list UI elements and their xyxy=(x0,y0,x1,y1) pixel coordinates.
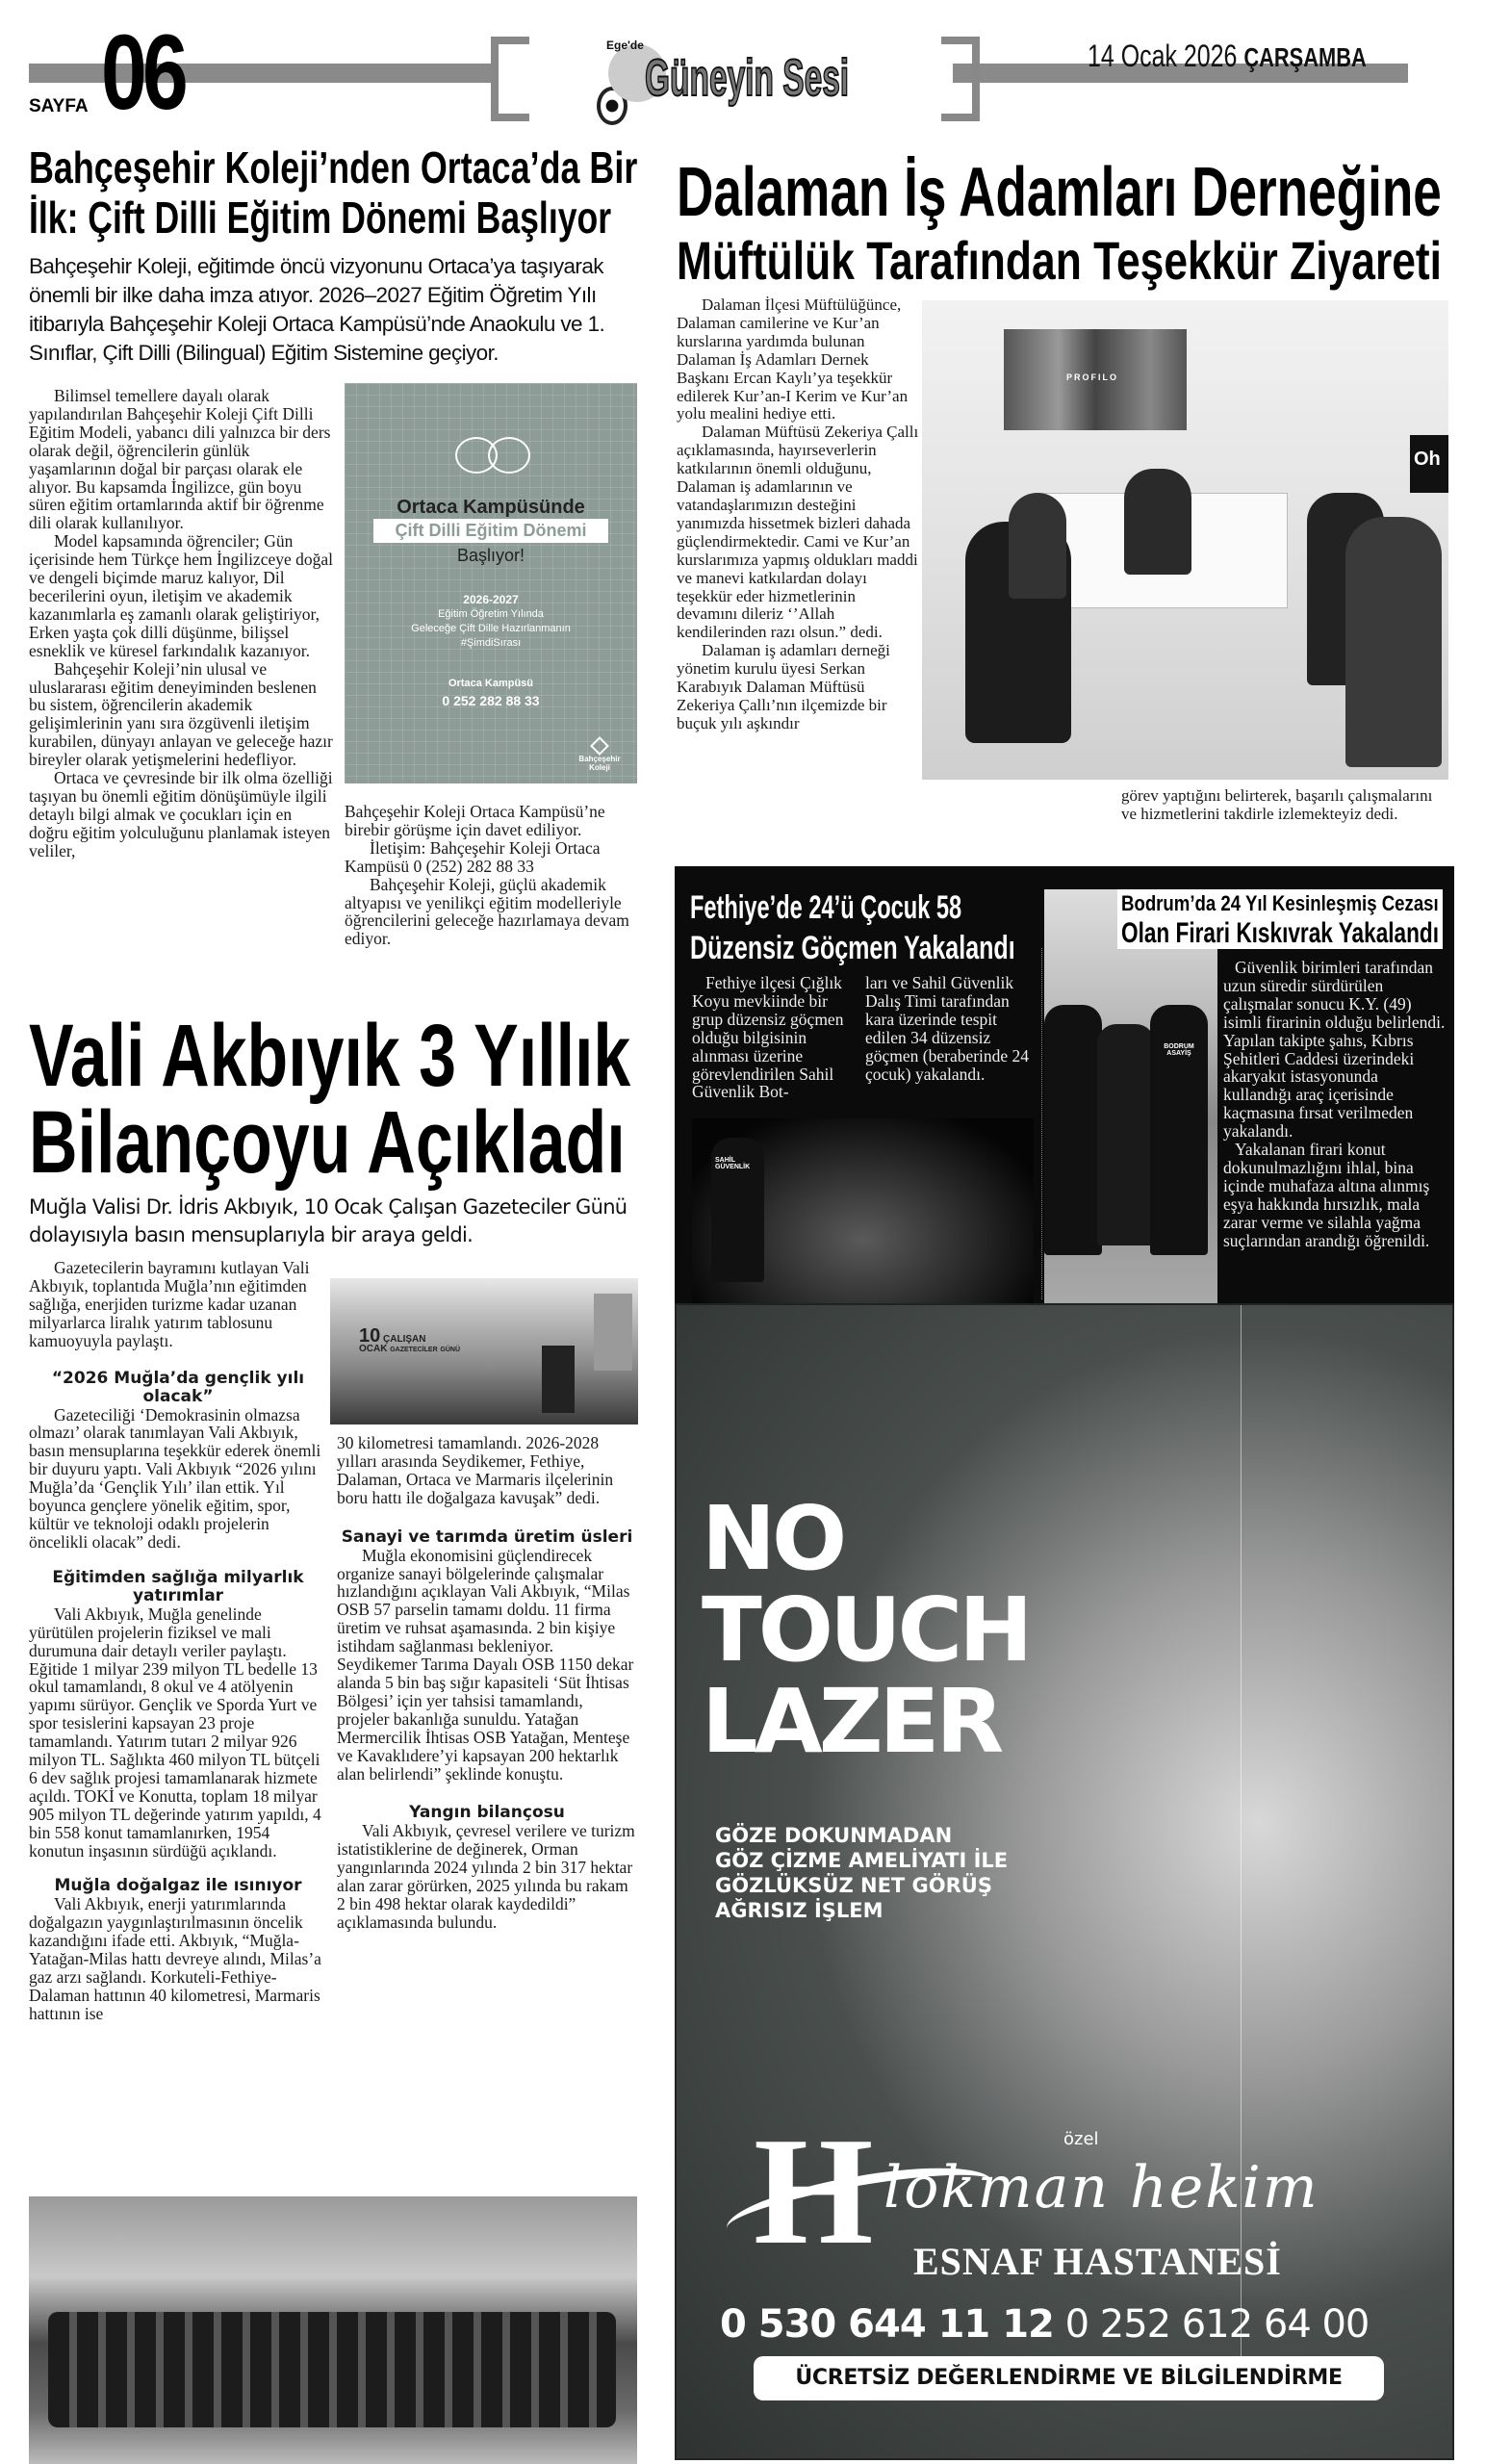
date-text: 14 Ocak 2026 xyxy=(1088,38,1238,73)
brand-sub: ESNAF HASTANESİ xyxy=(913,2240,1282,2283)
header-band-left xyxy=(29,64,499,83)
page-number: 06 xyxy=(101,13,185,132)
dalaman-continuation: görev yaptığını belirterek, başarılı çalışmalarını ve hizmetlerini takdirle izlemekteyiz dedi. xyxy=(1121,786,1433,823)
dalaman-body xyxy=(677,296,919,733)
paragraph: Ortaca ve çevresinde bir ilk olma özelliği taşıyan bu önemli eğitim dönüşümüyle ilgili detaylı bilgi almak ve çocukları için en doğru eğitim yolculuğunu planlamak isteyen veliler, xyxy=(29,768,333,860)
paragraph: Muğla ekonomisini güçlendirecek organize sanayi bölgelerinde çalışmalar hızlandığını açıklayan Vali Akbıyık, “Milas OSB 57 parselin tamamı doldu. 11 firma üretim ve ruhsat aşamasında. 2 bin kişiye istihdam sağlanması bekleniyor. Seydikemer Tarıma Dayalı OSB 1150 dekar alanda 5 bin baş sığır kapasiteli ‘Süt İhtisas Bölgesi’ için yer tahsisi tamamlandı, projeler bakanlığa sunuldu. Yatağan Mermercilik İhtisas OSB Yatağan, Menteşe ve Kavaklıdere’yi kapsayan 200 hektarlık alan belirlendi” şeklinde konuştu. xyxy=(337,1545,634,1784)
suspect xyxy=(1097,1024,1155,1245)
paragraph: Vali Akbıyık, çevresel verilere ve turizm istatistiklerine de değinerek, Orman yangınlarında 2024 yılında 2 bin 317 hektar alan zarar görürken, 2025 yılında bu rakam 2 bin 498 hektar olarak kaydedildi” açıklamasında bulundu. xyxy=(337,1821,635,1932)
ad-campus: Ortaca Kampüsü xyxy=(448,678,534,689)
divider xyxy=(1041,948,1042,1299)
ad-features xyxy=(715,1823,1008,1923)
oh-sign: Oh xyxy=(1410,435,1448,493)
paragraph: Vali Akbıyık, enerji yatırımlarında doğalgazın yaygınlaştırılmasının öncelik kazandığını ifade etti. Akbıyık, “Muğla-Yatağan-Milas hattı devreye alındı, Milas’a gaz arzı sağlandı. Korkuteli-Fethiye-Dalaman hattının 40 kilometresi, Marmaris hattının ise xyxy=(29,1894,321,2023)
speech-bubbles-icon xyxy=(455,437,532,479)
section-title: Muğla doğalgaz ile ısınıyor xyxy=(54,1876,302,1896)
headline-line: Olan Firari Kıskıvrak Yakalandı xyxy=(1121,917,1440,949)
ad-phone: 0 252 282 88 33 xyxy=(442,693,540,708)
vali-col2 xyxy=(337,1434,637,1932)
section-title: Eğitimden sağlığa milyarlık yatırımlar xyxy=(52,1567,304,1605)
phone-landline[interactable]: 0 252 612 64 00 xyxy=(1064,2302,1370,2347)
headline-line: Dalaman İş Adamları Derneğine xyxy=(677,154,1442,231)
headline-line: TOUCH xyxy=(702,1578,1030,1681)
bodrum-arrest-photo xyxy=(1044,889,1217,1311)
bodrum-headline xyxy=(1117,889,1443,949)
crown-icon xyxy=(590,736,609,756)
hospital-logo-icon: H xyxy=(754,2105,874,2276)
banner-text: GÜNÜ xyxy=(440,1347,461,1353)
ad-hashtag: #ŞimdiSırası xyxy=(460,637,522,649)
vest-label: BODRUM ASAYİŞ xyxy=(1164,1043,1194,1057)
vest-label: SAHİL GÜVENLİK xyxy=(715,1157,751,1170)
paragraph: Dalaman İlçesi Müftülüğünce, Dalaman camilerine ve Kur’an kurslarına yardımda bulunan Dalaman İş Adamları Dernek Başkanı Ercan Kaylı’ya teşekkür edilerek Kur’an-I Kerim ve Kur’an yolu mealini hediye etti. xyxy=(677,295,909,424)
brand-prefix: özel xyxy=(1063,2129,1099,2149)
paragraph: Gazetecilerin bayramını kutlayan Vali Akbıyık, toplantıda Muğla’nın eğitimden sağlığa, enerjiden turizme kadar uzanan milyarlarca liralık yatırım tablosunu kamuoyuyla paylaştı. xyxy=(29,1258,310,1350)
paragraph: Dalaman iş adamları derneği yönetim kurulu üyesi Serkan Karabıyık Dalaman Müftüsü Zekeriya Çallı’nın ilçemizde bir buçuk yılı aşkındır xyxy=(677,641,890,732)
ad-year: 2026-2027 xyxy=(463,593,519,606)
ad-phones xyxy=(720,2302,1369,2347)
paragraph: Model kapsamında öğrenciler; Gün içerisinde hem Türkçe hem İngilizceye doğal ve dengeli biçimde maruz kalıyor, Dil becerilerini oyun, iletişim ve akademik kazanımlarla eş zamanlı olarak geliştiriyor, Erken yaşta çok dilli düşünme, bilişsel esneklik ve küresel farkındalık kazanıyor. xyxy=(29,531,334,660)
banner-text: 10 xyxy=(359,1325,381,1347)
headline-line: LAZER xyxy=(702,1670,1001,1773)
logo-main-text: Güneyin Sesi xyxy=(645,49,850,107)
fethiye-col1: Fethiye ilçesi Çığlık Koyu mevkiinde bir grup düzensiz göçmen olduğu bilgisinin alınması üzerine görevlendirilen Sahil Güvenlik Bot- xyxy=(692,973,844,1102)
headline-line: Müftülük Tarafından Teşekkür Ziyareti xyxy=(677,230,1443,291)
vali-speech-photo xyxy=(330,1278,638,1424)
fethiye-migrants-photo xyxy=(692,1118,1034,1321)
bodrum-body xyxy=(1223,959,1447,1250)
banner-text: GAZETECİLER xyxy=(390,1347,438,1353)
paragraph: Güvenlik birimleri tarafından uzun süredir sürdürülen çalışmalar sonucu K.Y. (49) isimli firarinin olduğu belirlendi. Yapılan takipte şahıs, Kıbrıs Şehitleri Caddesi üzerindeki akaryakıt istasyonunda kullandığı araç içerisinde kaçmasına fırsat verilmeden yakalandı. xyxy=(1223,958,1446,1142)
vali-group-photo xyxy=(29,2196,637,2464)
headline-line: Vali Akbıyık 3 Yıllık xyxy=(29,1007,631,1105)
fethiye-col2: ları ve Sahil Güvenlik Dalış Timi tarafından kara üzerinde tespit edilen 34 düzensiz göçmen (beraberinde 24 çocuk) yakalandı. xyxy=(865,973,1030,1084)
headline-line: Bodrum’da 24 Yıl Kesinleşmiş Cezası xyxy=(1121,891,1439,915)
page-label: SAYFA xyxy=(29,96,89,116)
ad-line2: Çift Dilli Eğitim Dönemi xyxy=(373,519,608,543)
paragraph: Bahçeşehir Koleji, güçlü akademik altyapısı ve yenilikçi eğitim modelleriyle öğrencilerini geleceğe hazırlamaya devam ediyor. xyxy=(345,874,629,949)
feature: GÖZ ÇİZME AMELİYATI İLE xyxy=(715,1849,1009,1872)
bahcesehir-lead: Bahçeşehir Koleji, eğitimde öncü vizyonunu Ortaca’ya taşıyarak önemli bir ilke daha imza atıyor. 2026–2027 Eğitim Öğretim Yılı itibarıyla Bahçeşehir Koleji Ortaca Kampüsü’nde Anaokulu ve 1. Sınıflar, Çift Dilli (Bilingual) Eğitim Sistemine geçiyor. xyxy=(29,254,605,365)
podium xyxy=(542,1346,575,1413)
issue-date xyxy=(1088,38,1367,74)
weekday-text: ÇARŞAMBA xyxy=(1243,42,1367,72)
logo-small-text: Ege'de xyxy=(606,38,644,52)
logo[interactable] xyxy=(597,38,885,125)
bahcesehir-body xyxy=(29,387,335,860)
section-title: Sanayi ve tarımda üretim üsleri xyxy=(341,1527,633,1547)
paragraph: Bahçeşehir Koleji’nin ulusal ve uluslararası eğitim deneyiminden beslenen bu sistem, öğrencilerin akademik gelişimlerinin yanı sıra özgüvenli iletişim kurabilen, dünyayı anlayan ve geleceğe hazır bireyler olarak yetişmelerini hedefliyor. xyxy=(29,658,333,770)
lokman-hekim-ad[interactable] xyxy=(675,1303,1454,2460)
dalaman-meeting-photo xyxy=(922,300,1448,780)
group-of-people xyxy=(48,2312,616,2427)
feature: GÖZLÜKSÜZ NET GÖRÜŞ xyxy=(715,1874,992,1897)
ad-line1: Ortaca Kampüsünde xyxy=(397,497,585,518)
headline-line: Düzensiz Göçmen Yakalandı xyxy=(690,930,1015,966)
person xyxy=(1345,517,1442,767)
headline-line: Fethiye’de 24’ü Çocuk 58 xyxy=(690,889,962,926)
logo-bracket-right xyxy=(941,37,980,121)
news-box xyxy=(675,866,1454,1321)
paragraph: Vali Akbıyık, Muğla genelinde yürütülen projelerin fiziksel ve mali durumuna dair detaylı veriler paylaştı. Eğitide 1 milyar 239 milyon TL bedelle 13 okul tamamlandı, 8 okul ve 4 atölyenin yapımı sürüyor. Gençlik ve Sporda Yurt ve spor tesislerini kapsayan 23 proje tamamlandı. Yatırım tutarı 2 milyar 926 milyon TL. Sağlıkta 460 milyon TL bütçeli 6 dev sağlık projesi tamamlanarak hizmete açıldı. TOKİ ve Konutta, toplam 18 milyar 905 milyon TL değerinde yatırım yapıldı, 4 bin 558 konut tamamlanırken, 1954 konutun inşasının sürdüğü açıklandı. xyxy=(29,1604,321,1861)
bahcesehir-continuation xyxy=(345,803,643,948)
headline-line: NO xyxy=(702,1487,844,1590)
officer xyxy=(1150,1005,1208,1255)
brand-name: lokman hekim xyxy=(884,2154,1319,2221)
section-title: “2026 Muğla’da gençlik yılı olacak” xyxy=(51,1368,305,1406)
vali-subhead: Muğla Valisi Dr. İdris Akbıyık, 10 Ocak Çalışan Gazeteciler Günü dolayısıyla basın mensuplarıyla bir araya geldi. xyxy=(29,1195,627,1246)
cta-pill[interactable]: ÜCRETSİZ DEĞERLENDİRME VE BİLGİLENDİRME xyxy=(754,2356,1384,2400)
feature: AĞRISIZ İŞLEM xyxy=(715,1899,884,1922)
dalaman-headline xyxy=(677,154,1442,291)
paragraph: Dalaman Müftüsü Zekeriya Çallı açıklamasında, hayırseverlerin katkılarının önemli olduğunu, Dalaman iş adamlarının ve vatandaşlarımızın desteğini yanımızda hissetmek bizleri dahada güçlendirmektedir. Cami ve Kur’an kurslarımıza yapmış oldukları maddi ve manevi katkılardan dolayı teşekkür eder hizmetlerinin devamını dileriz ‘’Allah kendilerinden razı olsun.” dedi. xyxy=(677,423,919,642)
feature: GÖZE DOKUNMADAN xyxy=(715,1824,953,1847)
logo-text: Bahçeşehir Koleji xyxy=(578,755,621,772)
paragraph: Gazeteciliği ‘Demokrasinin olmazsa olmazı’ olarak tanımlayan Vali Akbıyık, basın mensuplarına teşekkür ederek önemli bir duyuru yaptı. Vali Akbıyık “2026 yılını Muğla’da ‘Gençlik Yılı’ ilan ettik. Yıl boyunca gençlere yönelik eğitim, spor, kültür ve teknoloji odaklı projelerin öncelikli olacak” dedi. xyxy=(29,1404,321,1552)
bahcesehir-logo xyxy=(576,739,624,772)
person xyxy=(1009,493,1066,599)
section-title: Yangın bilançosu xyxy=(409,1803,565,1823)
paragraph: Bahçeşehir Koleji Ortaca Kampüsü’ne birebir görüşme için davet ediliyor. xyxy=(345,802,605,839)
officer xyxy=(1044,1005,1102,1255)
ad-headline xyxy=(702,1487,1030,1773)
event-banner xyxy=(359,1325,465,1370)
paragraph: İletişim: Bahçeşehir Koleji Ortaca Kampüsü 0 (252) 282 88 33 xyxy=(345,837,601,876)
vali-headline xyxy=(29,1007,631,1192)
headline-line: Bilançoyu Açıkladı xyxy=(29,1093,626,1192)
headline-line: İlk: Çift Dilli Eğitim Dönemi Başlıyor xyxy=(29,192,612,243)
headline-line: Bahçeşehir Koleji’nden Ortaca’da Bir xyxy=(29,142,638,192)
banner-text: ÇALIŞAN xyxy=(383,1334,426,1345)
profilo-sign: PROFILO xyxy=(1066,372,1118,382)
phone-mobile[interactable]: 0 530 644 11 12 xyxy=(720,2302,1054,2347)
vali-col1 xyxy=(29,1259,327,2023)
paragraph: Bilimsel temellere dayalı olarak yapılandırılan Bahçeşehir Koleji Çift Dilli Eğitim Modeli, yabancı dili yalnızca bir ders olarak değil, öğrencilerin günlük yaşamlarının doğal bir parçası olarak ele alıyor. Bu kapsamda İngilizce, gün boyu süren eğitim ortamlarında aktif bir öğrenme dili olarak kullanılıyor. xyxy=(29,386,331,533)
person xyxy=(1124,469,1191,575)
bahcesehir-headline xyxy=(29,142,637,243)
banner-text: OCAK xyxy=(359,1344,388,1354)
flag xyxy=(594,1294,632,1371)
ad-text1: Eğitim Öğretim Yılında xyxy=(438,608,544,620)
bahcesehir-ad[interactable] xyxy=(345,383,637,783)
fethiye-headline xyxy=(690,887,1015,968)
ad-text2: Geleceğe Çift Dille Hazırlanmanın xyxy=(411,623,571,634)
paragraph: 30 kilometresi tamamlandı. 2026-2028 yılları arasında Seydikemer, Fethiye, Dalaman, Ortaca ve Marmaris ilçelerinin boru hattı ile doğalgaza kavuşak” dedi. xyxy=(337,1433,614,1507)
paragraph: Yakalanan firari konut dokunulmazlığını ihlal, bina içinde muhafaza altına alınmış eşya hakkında hırsızlık, mala zarar verme ve silahla yağma suçlarından arandığı öğrenildi. xyxy=(1223,1140,1430,1250)
ad-line3: Başlıyor! xyxy=(456,546,525,565)
logo-bracket-left xyxy=(491,37,529,121)
